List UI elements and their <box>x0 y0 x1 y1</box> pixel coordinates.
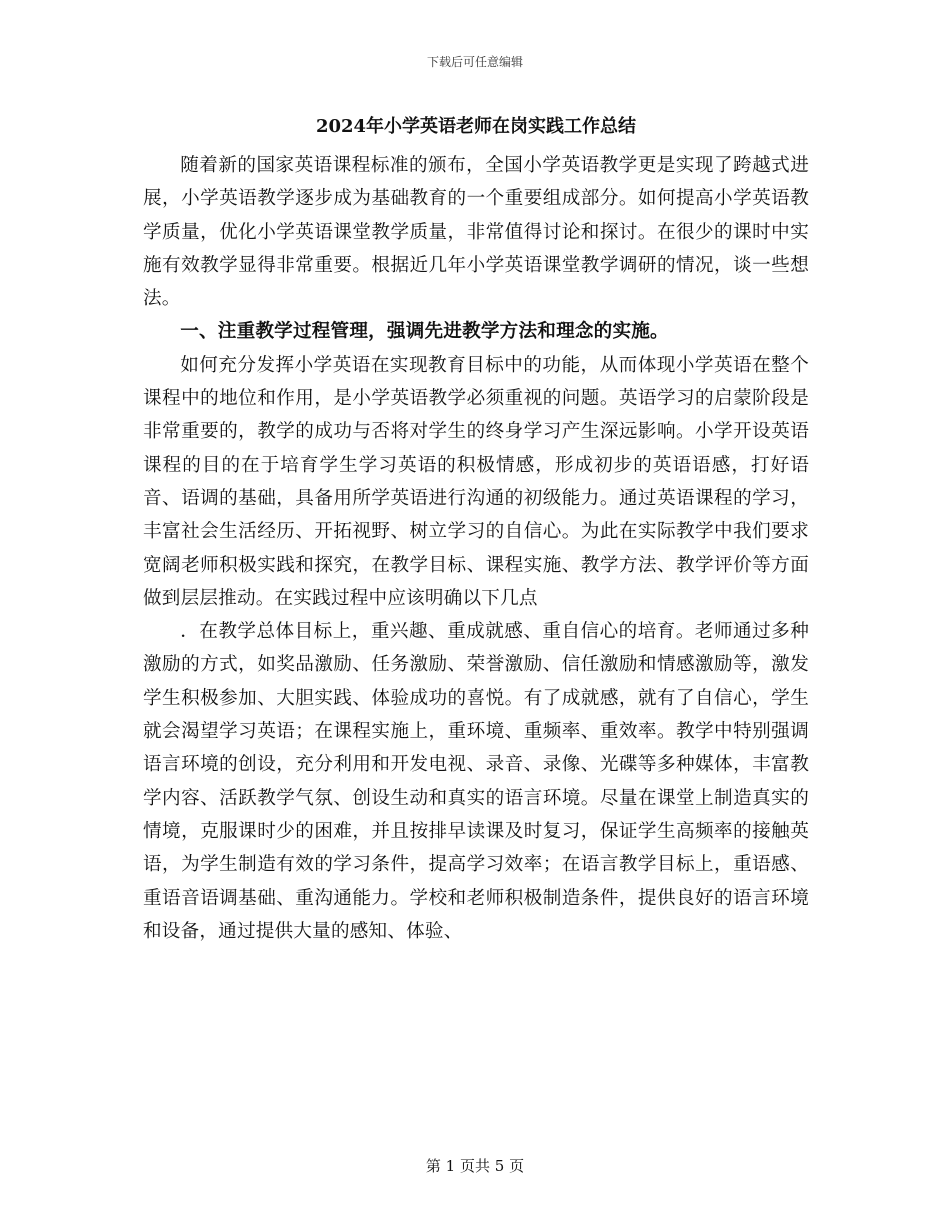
section-heading: 一、注重教学过程管理，强调先进教学方法和理念的实施。 <box>180 321 669 343</box>
document-title: 2024年小学英语老师在岗实践工作总结 <box>315 116 637 137</box>
page-middle: 页共 <box>459 1157 490 1175</box>
body-paragraph: 如何充分发挥小学英语在实现教育目标中的功能，从而体现小学英语在整个课程中的地位和作用，是小学英语教学必须重视的问题。英语学习的启蒙阶段是非常重要的，教学的成功与否将对学生的终身学习产生深远影响。小学开设英语课程的目的在于培育学生学习英语的积极情感，形成初步的英语语感，打好语音、语调的基础，具备用所学英语进行沟通的初级能力。通过英语课程的学习，丰富社会生活经历、开拓视野、树立学习的自信心。为此在实际教学中我们要求宽阔老师积极实践和探究，在教学目标、课程实施、教学方法、教学评价等方面做到层层推动。在实践过程中应该明确以下几点 <box>143 354 809 609</box>
intro-paragraph: 随着新的国家英语课程标准的颁布，全国小学英语教学更是实现了跨越式进展，小学英语教学逐步成为基础教育的一个重要组成部分。如何提高小学英语教学质量，优化小学英语课堂教学质量，非常值得讨论和探讨。在很少的课时中实施有效教学显得非常重要。根据近几年小学英语课堂教学调研的情况，谈一些想法。 <box>143 155 809 310</box>
page-total: 5 <box>494 1157 505 1175</box>
page-prefix: 第 <box>425 1157 441 1175</box>
page-suffix: 页 <box>509 1157 525 1175</box>
page-footer <box>0 1155 950 1176</box>
body-paragraph: ．在教学总体目标上，重兴趣、重成就感、重自信心的培育。老师通过多种激励的方式，如奖品激励、任务激励、荣誉激励、信任激励和情感激励等，激发学生积极参加、大胆实践、体验成功的喜悦。有了成就感，就有了自信心，学生就会渴望学习英语；在课程实施上，重环境、重频率、重效率。教学中特别强调语言环境的创设，充分利用和开发电视、录音、录像、光碟等多种媒体，丰富教学内容、活跃教学气氛、创设生动和真实的语言环境。尽量在课堂上制造真实的情境，克服课时少的困难，并且按排早读课及时复习，保证学生高频率的接触英语，为学生制造有效的学习条件，提高学习效率；在语言教学目标上，重语感、重语音语调基础、重沟通能力。学校和老师积极制造条件，提供良好的语言环境和设备，通过提供大量的感知、体验、 <box>143 621 809 942</box>
header-note: 下载后可任意编辑 <box>426 55 523 69</box>
document-body <box>143 112 809 948</box>
page-current: 1 <box>445 1157 456 1175</box>
